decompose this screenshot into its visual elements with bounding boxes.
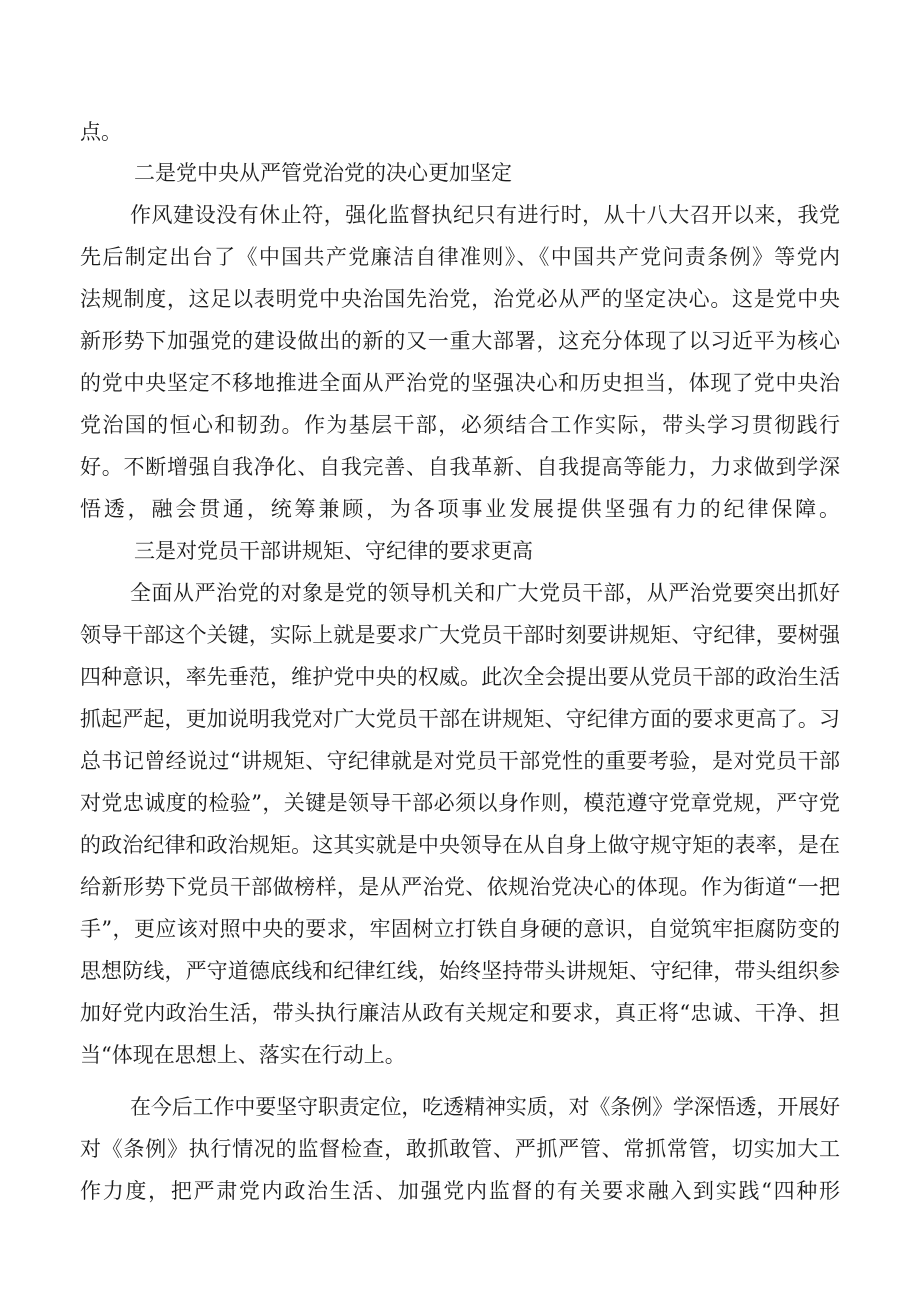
text-line-9: 好。不断增强自我净化、自我完善、自我革新、自我提高等能力，力求做到学深 bbox=[80, 455, 841, 479]
text-line-26: 作力度，把严肃党内政治生活、加强党内监督的有关要求融入到实践“四种形 bbox=[80, 1179, 842, 1203]
text-line-14: 四种意识，率先垂范，维护党中央的权威。此次全会提出要从党员干部的政治生活 bbox=[80, 665, 841, 689]
text-line-22: 加好党内政治生活，带头执行廉洁从政有关规定和要求，真正将“忠诚、干净、担 bbox=[80, 1001, 841, 1025]
text-line-12: 全面从严治党的对象是党的领导机关和广大党员干部，从严治党要突出抓好 bbox=[130, 581, 841, 605]
text-line-8: 党治国的恒心和韧劲。作为基层干部，必须结合工作实际，带头学习贯彻践行 bbox=[80, 413, 842, 437]
text-line-3: 作风建设没有休止符，强化监督执纪只有进行时，从十八大召开以来，我党 bbox=[130, 203, 841, 227]
text-line-20: 手”，更应该对照中央的要求，牢固树立打铁自身硬的意识，自觉筑牢拒腐防变的 bbox=[80, 917, 841, 941]
text-line-7: 的党中央坚定不移地推进全面从严治党的坚强决心和历史担当，体现了党中央治 bbox=[80, 371, 841, 395]
text-line-4: 先后制定出台了《中国共产党廉洁自律准则》、《中国共产党问责条例》等党内 bbox=[80, 245, 842, 269]
text-line-21: 思想防线，严守道德底线和纪律红线，始终坚持带头讲规矩、守纪律，带头组织参 bbox=[80, 959, 841, 983]
text-line-16: 总书记曾经说过“讲规矩、守纪律就是对党员干部党性的重要考验，是对党员干部 bbox=[80, 749, 841, 773]
text-line-5: 法规制度，这足以表明党中央治国先治党，治党必从严的坚定决心。这是党中央 bbox=[80, 287, 841, 311]
text-line-17: 对党忠诚度的检验”，关键是领导干部必须以身作则，模范遵守党章党规，严守党 bbox=[80, 791, 841, 815]
section-heading-2: 二是党中央从严管党治党的决心更加坚定 bbox=[134, 161, 512, 185]
text-line-19: 给新形势下党员干部做榜样，是从严治党、依规治党决心的体现。作为街道“一把 bbox=[80, 875, 841, 899]
text-line-25: 对《条例》执行情况的监督检查，敢抓敢管、严抓严管、常抓常管，切实加大工 bbox=[80, 1137, 841, 1161]
text-line-15: 抓起严起，更加说明我党对广大党员干部在讲规矩、守纪律方面的要求更高了。习 bbox=[80, 707, 841, 731]
text-line-10: 悟透，融会贯通，统筹兼顾，为各项事业发展提供坚强有力的纪律保障。 bbox=[80, 497, 843, 521]
text-line-18: 的政治纪律和政治规矩。这其实就是中央领导在从自身上做守规守矩的表率，是在 bbox=[80, 833, 841, 857]
text-line-1: 点。 bbox=[80, 120, 122, 144]
text-line-6: 新形势下加强党的建设做出的新的又一重大部署，这充分体现了以习近平为核心 bbox=[80, 329, 841, 353]
text-line-24: 在今后工作中要坚守职责定位，吃透精神实质，对《条例》学深悟透，开展好 bbox=[130, 1095, 840, 1119]
section-heading-3: 三是对党员干部讲规矩、守纪律的要求更高 bbox=[134, 539, 533, 563]
text-line-13: 领导干部这个关键，实际上就是要求广大党员干部时刻要讲规矩、守纪律，要树强 bbox=[80, 623, 841, 647]
text-line-23: 当“体现在思想上、落实在行动上。 bbox=[80, 1043, 406, 1067]
